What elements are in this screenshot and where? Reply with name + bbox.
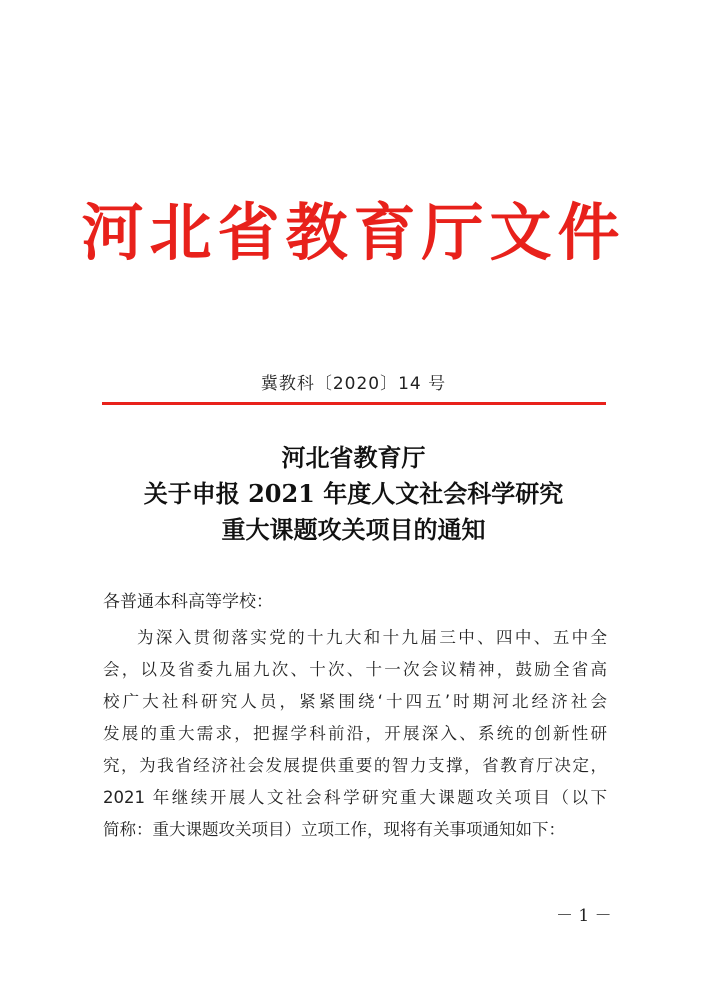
title-line-project: 重大课题攻关项目的通知 xyxy=(221,515,486,544)
salutation: 各普通本科高等学校： xyxy=(103,592,273,612)
title-line-subject: 关于申报 2021 年度人文社会科学研究 xyxy=(143,479,564,508)
body-line: 会，以及省委九届九次、十次、十一次会议精神，鼓励全省高 xyxy=(103,660,607,679)
body-line: 简称：重大课题攻关项目）立项工作，现将有关事项通知如下： xyxy=(103,820,565,839)
body-line: 为深入贯彻落实党的十九大和十九届三中、四中、五中全 xyxy=(137,628,607,647)
red-divider-line xyxy=(102,402,606,405)
page-number: － 1 － xyxy=(556,906,612,926)
document-number: 冀教科〔2020〕14 号 xyxy=(260,374,447,394)
body-line: 校广大社科研究人员，紧紧围绕‘十四五’时期河北经济社会 xyxy=(103,692,607,711)
title-line-issuer: 河北省教育厅 xyxy=(281,443,426,472)
body-paragraph xyxy=(103,622,607,846)
body-line: 发展的重大需求，把握学科前沿，开展深入、系统的创新性研 xyxy=(103,724,607,743)
body-line: 究，为我省经济社会发展提供重要的智力支撑，省教育厅决定， xyxy=(103,756,607,775)
body-line: 2021 年继续开展人文社会科学研究重大课题攻关项目（以下 xyxy=(103,788,607,807)
masthead-title: 河北省教育厅文件 xyxy=(81,196,626,269)
notice-title xyxy=(0,440,707,548)
